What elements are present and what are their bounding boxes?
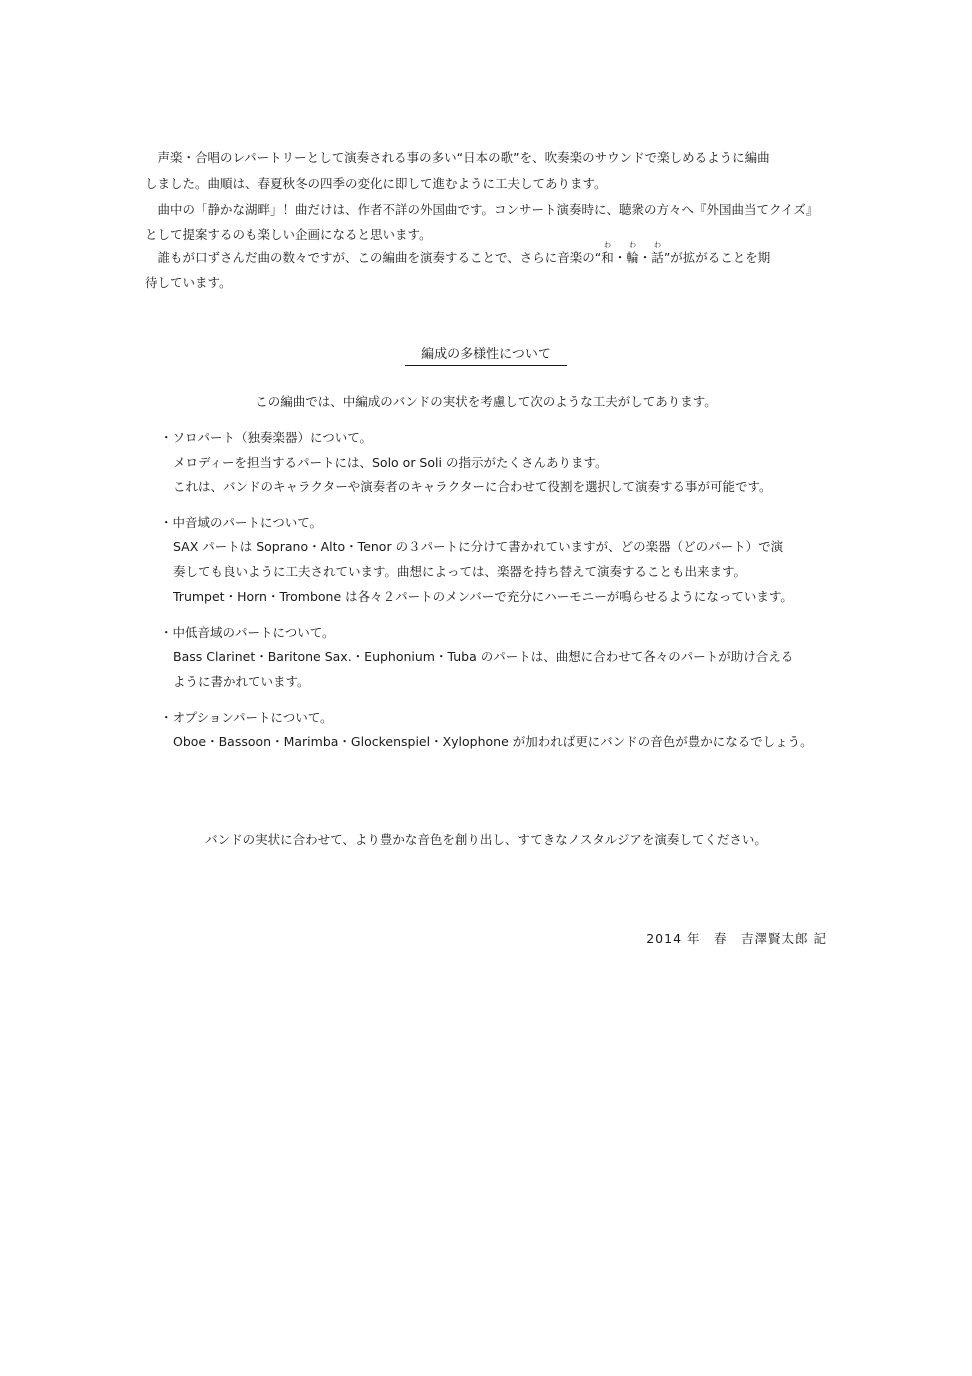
- wa-word: わ 和: [601, 241, 614, 265]
- item-heading: ・ソロパート（独奏楽器）について。: [160, 430, 373, 445]
- intro-line-text: 誰もが口ずさんだ曲の数々ですが、この編曲を演奏することで、さらに音楽の“: [145, 250, 602, 265]
- section-title: 編成の多様性について: [405, 348, 567, 366]
- item-line: 奏しても良いように工夫されています。曲想によっては、楽器を持ち替えて演奏することも出来ます。: [173, 564, 747, 579]
- intro-line: 曲中の「静かな湖畔」！曲だけは、作者不詳の外国曲です。コンサート演奏時に、聴衆の方々へ『外国曲当てクイズ』: [145, 202, 819, 217]
- closing-sentence: バンドの実状に合わせて、より豊かな音色を創り出し、すてきなノスタルジアを演奏してください。: [205, 832, 767, 847]
- intro-line: しました。曲順は、春夏秋冬の四季の変化に即して進むように工夫してあります。: [145, 176, 607, 191]
- furigana: わ: [603, 241, 611, 249]
- item-line: Oboe・Bassoon・Marimba・Glockenspiel・Xylophone が加われば更にバンドの音色が豊かになるでしょう。: [173, 734, 813, 749]
- intro-line: 声楽・合唱のレパートリーとして演奏される事の多い“日本の歌”を、吹奏楽のサウンドで楽しめるように編曲: [145, 150, 770, 165]
- section-lead: この編曲では、中編成のバンドの実状を考慮して次のような工夫がしてあります。: [255, 394, 717, 409]
- wa-word: わ 輪: [626, 241, 639, 265]
- item-heading: ・中低音域のパートについて。: [160, 625, 335, 640]
- signature: 2014 年 春 吉澤賢太郎 記: [646, 931, 827, 946]
- intro-line: 待しています。: [145, 275, 232, 290]
- intro-line-wa: [145, 241, 771, 265]
- separator: ・: [613, 250, 627, 265]
- item-line: Trumpet・Horn・Trombone は各々２パートのメンバーで充分にハーモニーが鳴らせるようになっています。: [173, 589, 793, 604]
- furigana: わ: [629, 241, 637, 249]
- item-heading: ・中音域のパートについて。: [160, 515, 323, 530]
- item-line: SAX パートは Soprano・Alto・Tenor の３パートに分けて書かれていますが、どの楽器（どのパート）で演: [173, 539, 784, 554]
- item-heading: ・オプションパートについて。: [160, 710, 333, 725]
- wa-word: わ 話: [651, 241, 664, 265]
- item-line: これは、バンドのキャラクターや演奏者のキャラクターに合わせて役割を選択して演奏する事が可能です。: [173, 479, 772, 494]
- intro-line-text: ”が拡がることを期: [663, 250, 771, 265]
- item-line: メロディーを担当するパートには、Solo or Soli の指示がたくさんあります。: [173, 455, 608, 470]
- separator: ・: [638, 250, 652, 265]
- intro-line: として提案するのも楽しい企画になると思います。: [145, 227, 432, 242]
- item-line: Bass Clarinet・Baritone Sax.・Euphonium・Tuba のパートは、曲想に合わせて各々のパートが助け合える: [173, 649, 794, 664]
- item-line: ように書かれています。: [173, 674, 310, 689]
- furigana: わ: [654, 241, 662, 249]
